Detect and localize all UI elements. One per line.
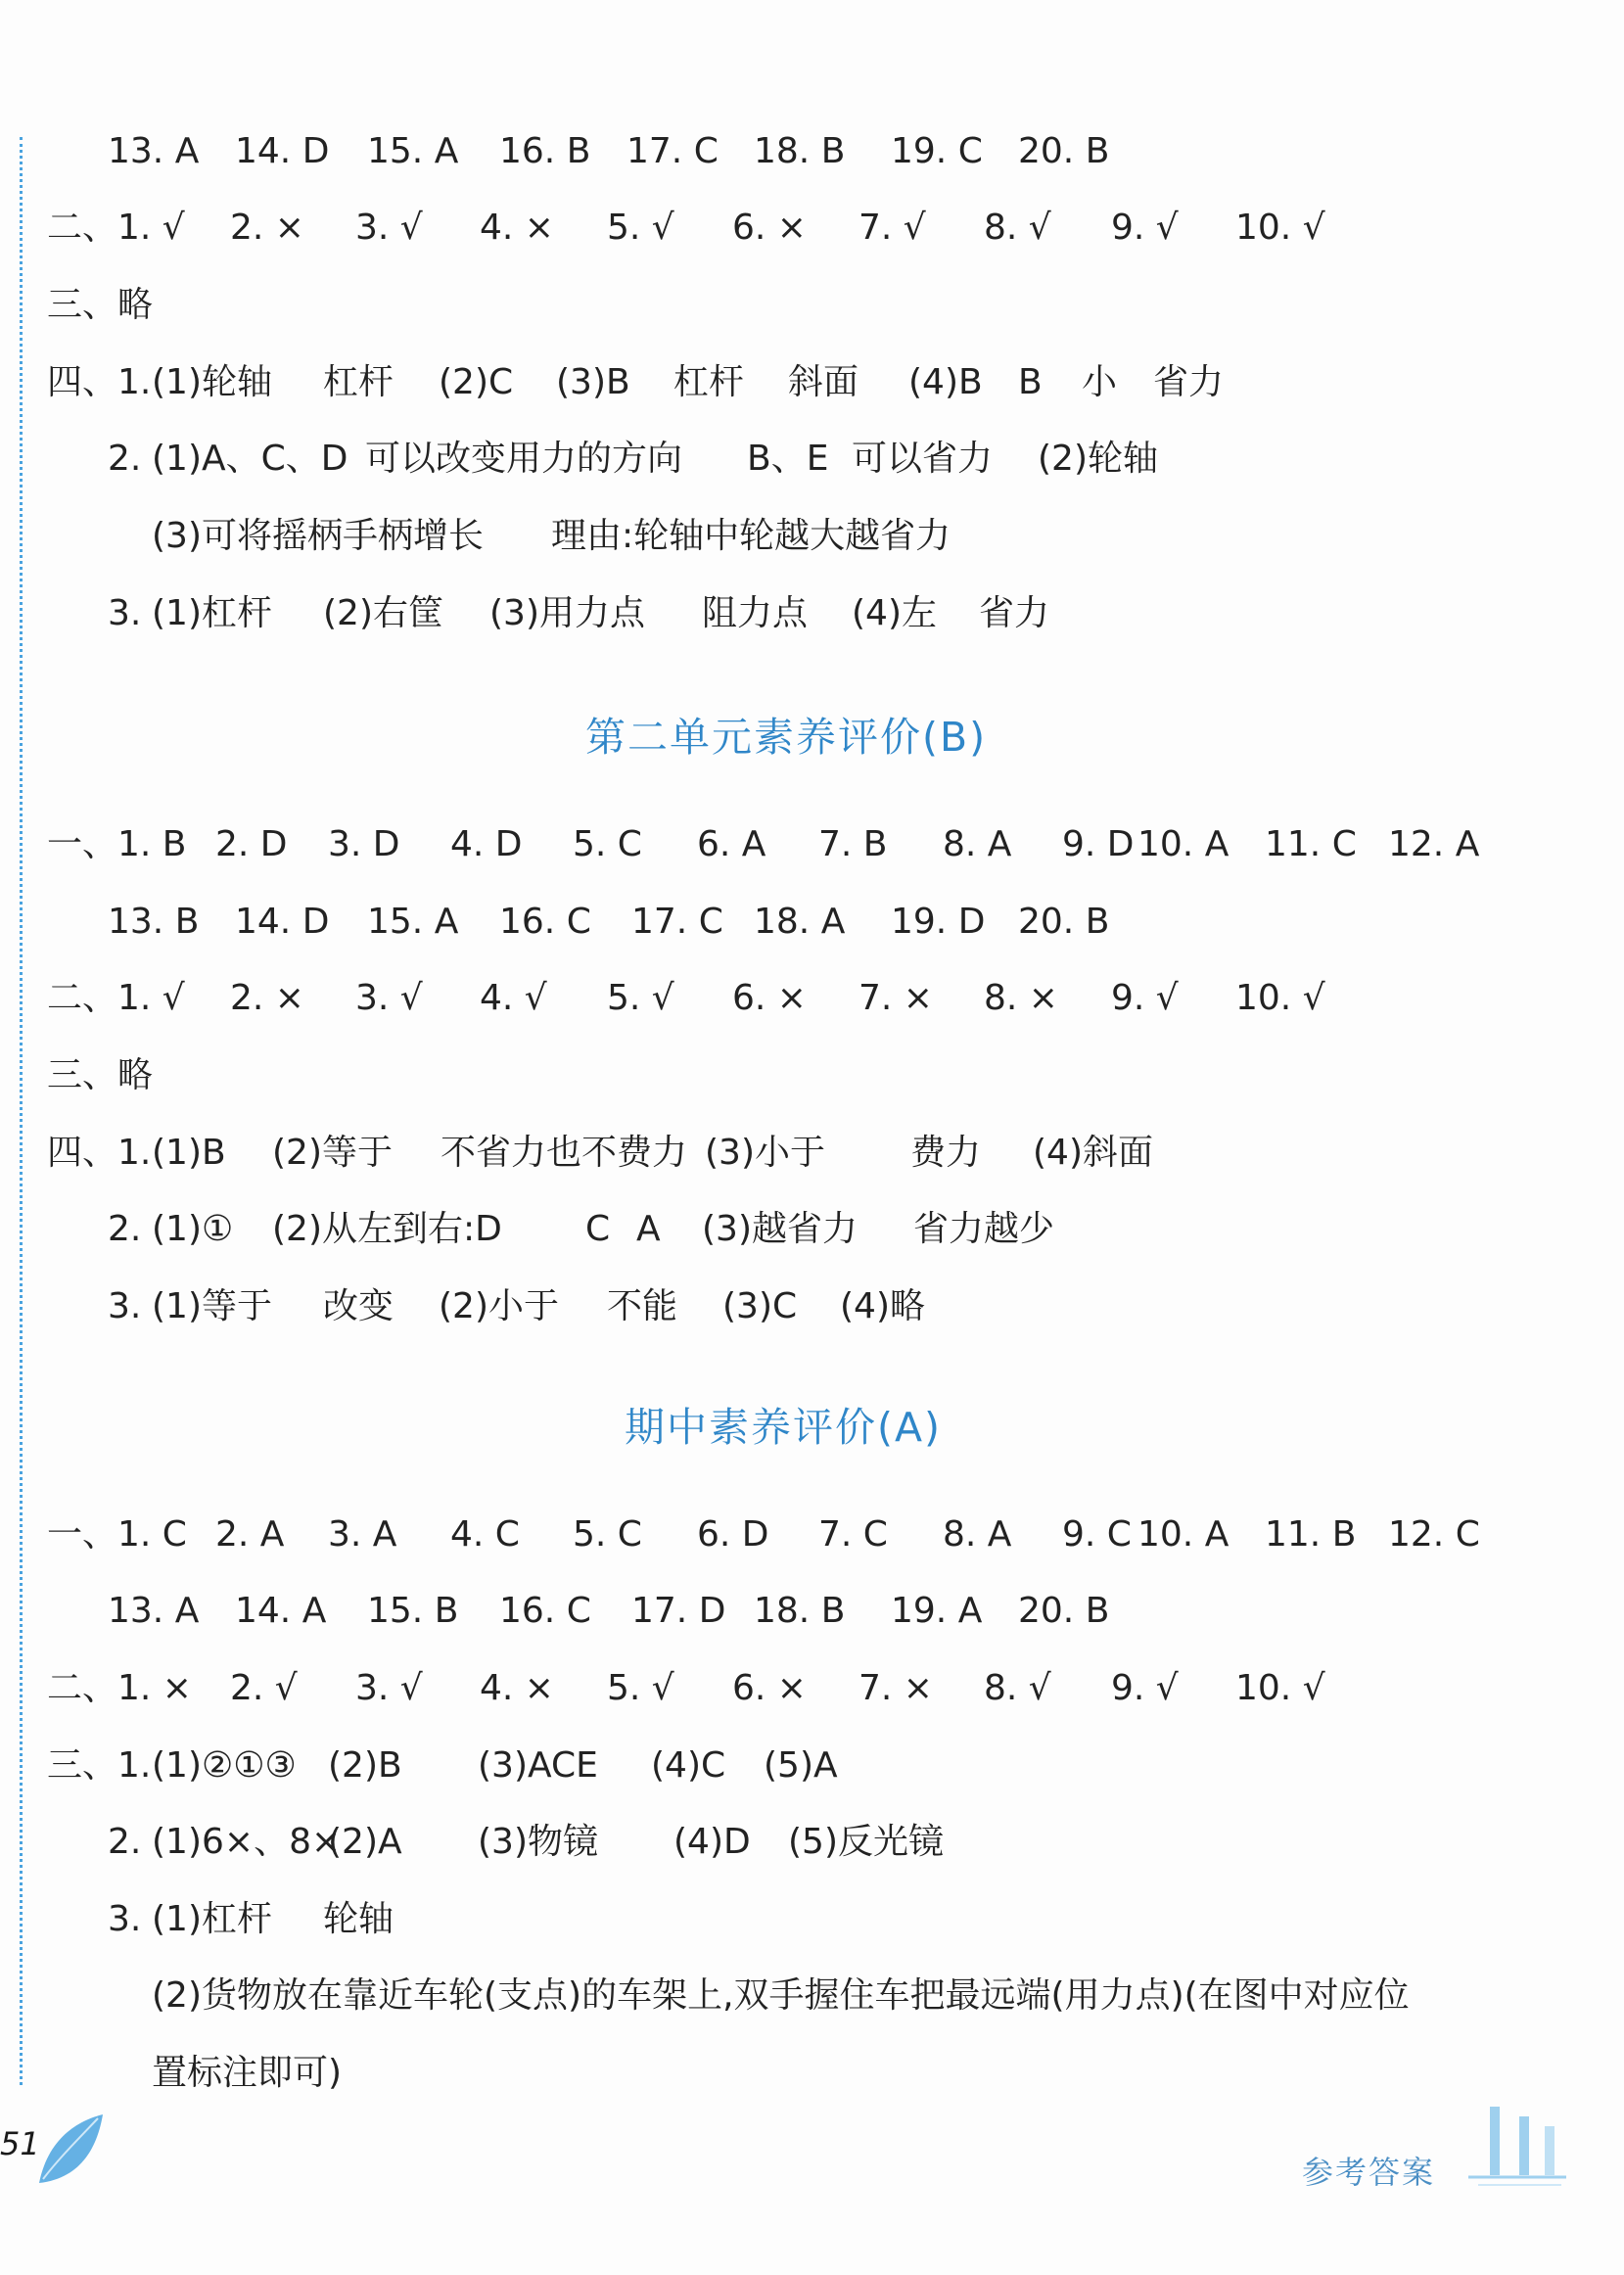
answer-item: 6. A [697,824,766,864]
answer-item: 11. C [1265,824,1357,864]
answer-item: 14. D [235,131,330,171]
answer-item: (4)略 [840,1286,925,1326]
answer-item: (3)用力点 [489,593,645,633]
answer-item: 3. [108,593,142,633]
answer-item: 4. × [480,208,554,248]
answer-item: 18. A [754,902,846,942]
section-title: 第二单元素养评价(B) [585,714,988,761]
answer-item: 12. A [1388,824,1480,864]
answer-item: (2)从左到右:D [272,1209,502,1249]
page-number: 51 [0,2125,40,2162]
answer-item: (1)轮轴 [152,362,272,402]
footer-label: 参考答案 [1302,2154,1436,2191]
answer-item: 4. √ [480,978,547,1018]
answer-item: 14. D [235,902,330,942]
answer-item: 3. [108,1899,142,1939]
decoration-icon [1468,2095,1566,2188]
answer-item: (2)等于 [272,1133,393,1173]
answer-item: (2)小于 [439,1286,559,1326]
answer-item: 14. A [235,1591,327,1631]
answer-item: 13. A [108,1591,200,1631]
answer-item: (3)C [722,1286,798,1326]
answer-item: 8. × [984,978,1058,1018]
answer-item: 可以改变用力的方向 [365,439,683,479]
answer-item: 杠杆 [323,362,394,402]
answer-item: A [636,1209,661,1249]
answer-item: (4)斜面 [1033,1133,1153,1173]
answer-item: (3)小于 [705,1133,825,1173]
answer-item: 轮轴 [323,1899,394,1939]
answer-item: (1)杠杆 [152,1899,272,1939]
answer-item: (2)右筐 [323,593,443,633]
answer-item: 18. B [754,131,846,171]
answer-item: 9. √ [1111,1668,1179,1708]
answer-item: 17. C [626,131,719,171]
answer-item: 3. √ [355,978,423,1018]
answer-item: 2. × [230,978,304,1018]
answer-item: 7. √ [858,208,926,248]
answer-item: 6. D [697,1514,769,1555]
answer-item: 6. × [732,208,807,248]
answer-item: 10. A [1137,1514,1230,1555]
answer-item: 10. √ [1235,1668,1325,1708]
answer-item: 二、1. × [47,1668,192,1708]
answer-item: 3. √ [355,1668,423,1708]
answer-item: (3)可将摇柄手柄增长 [152,516,484,556]
answer-item: 15. B [367,1591,459,1631]
answer-item: 改变 [323,1286,394,1326]
answer-item: (3)B [556,362,630,402]
answer-item: 7. C [818,1514,888,1555]
answer-item: 7. × [858,1668,933,1708]
answer-item: 9. √ [1111,978,1179,1018]
answer-item: 可以省力 [852,439,994,479]
answer-item: 不能 [607,1286,678,1326]
answer-item: 5. C [573,1514,642,1555]
answer-item: (1)6×、8× [152,1822,342,1862]
answer-item: 一、1. B [47,824,187,864]
answer-item: 杠杆 [673,362,745,402]
answer-item: 斜面 [788,362,859,402]
answer-item: 一、1. C [47,1514,187,1555]
answer-item: (2)A [328,1822,402,1862]
answer-item: (2)C [439,362,514,402]
answer-item: 费力 [910,1133,982,1173]
section-title: 期中素养评价(A) [625,1404,943,1451]
answer-item: 16. C [499,902,591,942]
answer-item: 19. C [891,131,983,171]
answer-item: (2)B [328,1745,402,1786]
answer-item: 12. C [1388,1514,1480,1555]
answer-item: 20. B [1018,131,1110,171]
answer-item: 6. × [732,1668,807,1708]
answer-item: B、E [747,439,829,479]
answer-item: 9. C [1062,1514,1132,1555]
answer-item: 省力 [1153,362,1225,402]
answer-item: (5)A [764,1745,838,1786]
answer-item: 16. C [499,1591,591,1631]
answer-item: 8. √ [984,208,1051,248]
answer-item: 6. × [732,978,807,1018]
answer-item: 9. D [1062,824,1135,864]
answer-item: 2. A [215,1514,285,1555]
answer-item: 3. √ [355,208,423,248]
answer-item: 8. A [943,1514,1012,1555]
answer-item: 11. B [1265,1514,1357,1555]
answer-item: (4)B [908,362,983,402]
answer-item: 省力 [979,593,1050,633]
answer-item: (1)杠杆 [152,593,272,633]
answer-item: 4. C [450,1514,520,1555]
answer-item: 17. C [631,902,723,942]
answer-item: 省力越少 [913,1209,1055,1249]
answer-item: (5)反光镜 [788,1822,944,1862]
answer-item: 四、1. [47,1133,152,1173]
answer-item: 二、1. √ [47,208,185,248]
answer-item: 三、略 [47,285,154,325]
answer-item: (2)货物放在靠近车轮(支点)的车架上,双手握住车把最远端(用力点)(在图中对应位 [152,1975,1410,2016]
answer-item: 2. √ [230,1668,298,1708]
answer-item: (1)① [152,1209,234,1249]
leaf-icon [29,2105,108,2193]
answer-item: 13. A [108,131,200,171]
answer-item: (1)A、C、D [152,439,348,479]
answer-item: (3)越省力 [702,1209,858,1249]
answer-item: (4)C [651,1745,726,1786]
answer-item: 5. √ [607,978,674,1018]
answer-item: 8. √ [984,1668,1051,1708]
answer-item: 阻力点 [702,593,809,633]
answer-item: 8. A [943,824,1012,864]
answer-item: 5. C [573,824,642,864]
answer-item: 5. √ [607,1668,674,1708]
answer-item: 3. A [328,1514,397,1555]
answer-item: 9. √ [1111,208,1179,248]
margin-dotted-line [20,137,23,2085]
answer-item: 2. [108,1209,142,1249]
answer-item: (4)左 [852,593,937,633]
answer-item: 2. [108,439,142,479]
answer-item: 3. D [328,824,400,864]
answer-item: 18. B [754,1591,846,1631]
answer-item: (1)②①③ [152,1745,297,1786]
answer-item: (3)ACE [478,1745,598,1786]
answer-item: 3. [108,1286,142,1326]
answer-item: 理由:轮轴中轮越大越省力 [551,516,951,556]
answer-item: (2)轮轴 [1038,439,1158,479]
answer-item: 10. A [1137,824,1230,864]
answer-item: 13. B [108,902,200,942]
answer-item: 20. B [1018,902,1110,942]
answer-item: (4)D [673,1822,751,1862]
answer-item: 二、1. √ [47,978,185,1018]
answer-item: 15. A [367,131,459,171]
answer-item: 7. B [818,824,888,864]
answer-item: 4. D [450,824,523,864]
answer-item: (3)物镜 [478,1822,598,1862]
answer-item: 7. × [858,978,933,1018]
answer-item: 17. D [631,1591,726,1631]
answer-item: 19. D [891,902,986,942]
answer-item: 不省力也不费力 [441,1133,688,1173]
answer-item: 2. × [230,208,304,248]
answer-item: 2. D [215,824,288,864]
answer-item: 20. B [1018,1591,1110,1631]
answer-item: 19. A [891,1591,983,1631]
answer-item: 15. A [367,902,459,942]
answer-item: 小 [1082,362,1118,402]
answer-item: (1)B [152,1133,226,1173]
answer-item: 2. [108,1822,142,1862]
answer-item: 置标注即可) [152,2053,343,2093]
answer-item: 三、略 [47,1055,154,1095]
answer-item: 三、1. [47,1745,152,1786]
answer-item: (1)等于 [152,1286,272,1326]
answer-item: 10. √ [1235,208,1325,248]
answer-item: 4. × [480,1668,554,1708]
answer-item: 5. √ [607,208,674,248]
answer-item: 10. √ [1235,978,1325,1018]
answer-item: C [585,1209,611,1249]
answer-item: 16. B [499,131,591,171]
answer-item: B [1018,362,1043,402]
answer-item: 四、1. [47,362,152,402]
